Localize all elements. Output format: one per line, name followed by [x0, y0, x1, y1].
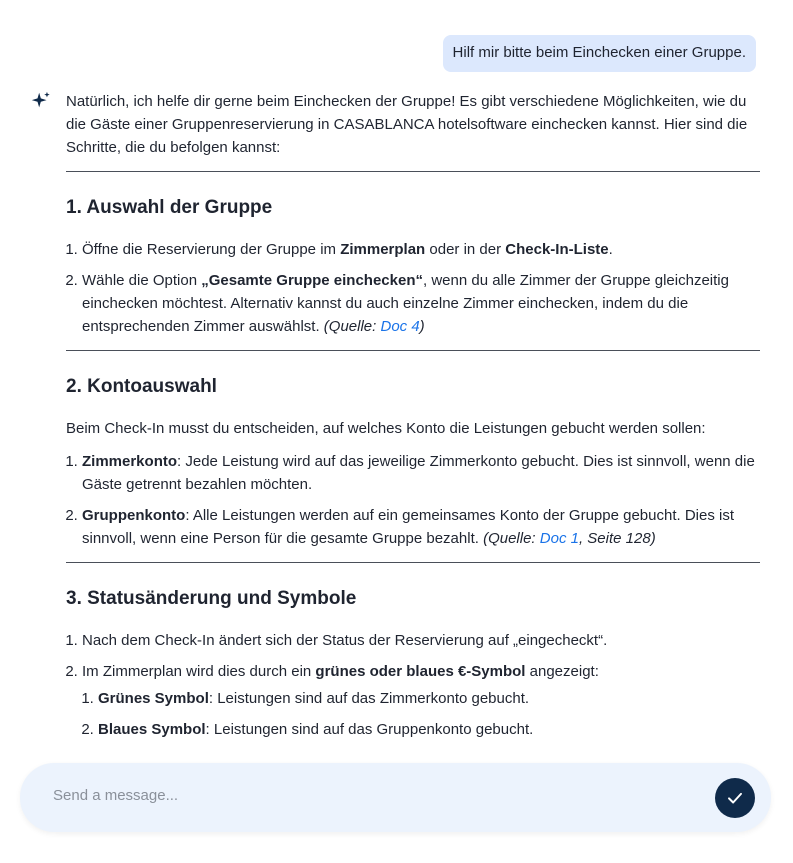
user-message-bubble: [443, 35, 756, 72]
user-message-text: Hilf mir bitte beim Einchecken einer Gruppe.: [452, 44, 746, 61]
section-heading-gruppe: 1. Auswahl der Gruppe: [66, 197, 273, 218]
list-item: 2. Blaues Symbol: Leistungen sind auf das Gruppenkonto gebucht.: [98, 718, 760, 741]
message-composer: [20, 763, 771, 832]
divider: [66, 350, 760, 351]
citation-link-doc1[interactable]: Doc 1: [539, 530, 579, 547]
section2-list: [66, 450, 760, 550]
send-button[interactable]: [715, 778, 755, 818]
list-item: 1. Nach dem Check-In ändert sich der Status der Reservierung auf „eingecheckt“.: [82, 629, 760, 652]
list-item: 2. Im Zimmerplan wird dies durch ein grünes oder blaues €-Symbol angezeigt: 1. Grünes Symbol: Leistungen sind auf das Zimmerkonto gebucht. 2. Blaues Symbol: Leistungen sind auf das Gruppenkonto gebucht.: [82, 660, 760, 741]
list-item: 1. Grünes Symbol: Leistungen sind auf das Zimmerkonto gebucht.: [98, 687, 760, 710]
list-item: 2. Gruppenkonto: Alle Leistungen werden auf ein gemeinsames Konto der Gruppe gebucht. Dies ist sinnvoll, wenn eine Person für die gesamte Gruppe bezahlt. (Quelle: Doc 1, Seite 128): [82, 504, 760, 550]
divider: [66, 171, 760, 172]
section2-paragraph: Beim Check-In musst du entscheiden, auf welches Konto die Leistungen gebucht werden sollen:: [66, 420, 706, 437]
symbol-sublist: [82, 687, 760, 741]
check-icon: [726, 789, 744, 807]
list-item: 2. Wähle die Option „Gesamte Gruppe einchecken“, wenn du alle Zimmer der Gruppe gleichzeitig einchecken möchtest. Alternativ kannst du auch einzelne Zimmer einchecken, indem du die entsprechenden Zimmer auswählst. (Quelle: Doc 4): [82, 269, 760, 338]
citation-link-doc4[interactable]: Doc 4: [380, 318, 420, 335]
section-heading-status: 3. Statusänderung und Symbole: [66, 588, 357, 609]
section-heading-konto: 2. Kontoauswahl: [66, 376, 217, 397]
list-item: 1. Zimmerkonto: Jede Leistung wird auf das jeweilige Zimmerkonto gebucht. Dies ist sinnvoll, wenn die Gäste getrennt bezahlen möchten.: [82, 450, 760, 496]
divider: [66, 562, 760, 563]
assistant-message-content: [66, 88, 760, 741]
section1-list: [66, 238, 760, 338]
assistant-intro: Natürlich, ich helfe dir gerne beim Einchecken der Gruppe! Es gibt verschiedene Möglichkeiten, wie du die Gäste einer Gruppenreservierung in CASABLANCA hotelsoftware einchecken kannst. Hier sind die Schritte, die du befolgen kannst:: [66, 93, 748, 156]
section3-list: [66, 629, 760, 741]
message-input[interactable]: [51, 786, 675, 805]
assistant-message: [30, 88, 760, 749]
list-item: 1. Öffne die Reservierung der Gruppe im Zimmerplan oder in der Check-In-Liste.: [82, 238, 760, 261]
sparkle-icon: [30, 90, 52, 112]
